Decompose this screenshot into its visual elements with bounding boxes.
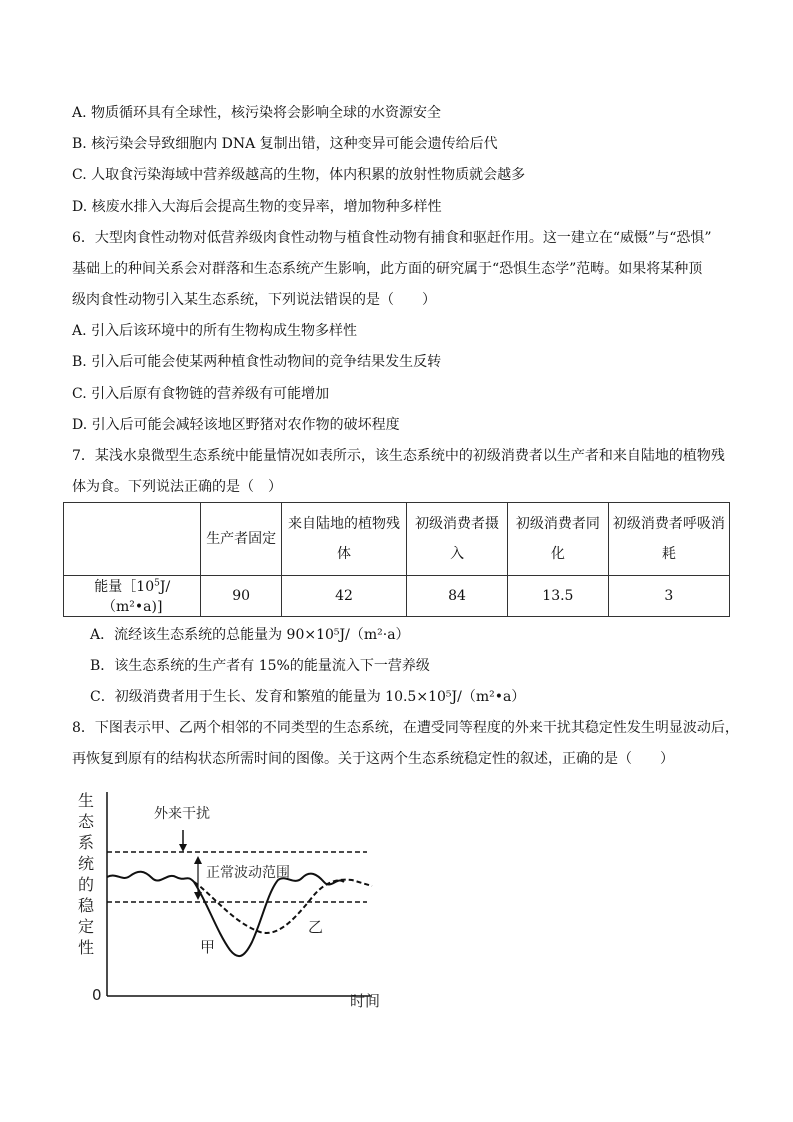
q5-option-d: D. 核废水排入大海后会提高生物的变异率，增加物种多样性 <box>72 199 442 215</box>
q7-option-a: A．流经该生态系统的总能量为 90×10⁵J/（m²·a） <box>90 627 410 643</box>
y-label-char: 定 <box>78 917 95 936</box>
energy-table <box>63 502 730 617</box>
q6-stem-line-1: 6．大型肉食性动物对低营养级肉食性动物与植食性动物有捕食和驱赶作用。这一建立在“威慑”与“恐惧” <box>72 230 712 246</box>
q7-option-b: B．该生态系统的生产者有 15%的能量流入下一营养级 <box>90 658 430 674</box>
table-row-label: 能量$[10^5J/(m^2•a)$] <box>64 576 201 617</box>
table-cell: 3 <box>608 576 729 617</box>
y-label-char: 的 <box>78 875 95 894</box>
table-header-cell: 初级消费者呼吸消耗 <box>608 503 729 576</box>
table-corner-cell <box>64 503 201 576</box>
q6-stem-line-3: 级肉食性动物引入某生态系统，下列说法错误的是（ ） <box>72 292 436 308</box>
y-label-char: 系 <box>78 833 95 852</box>
q6-stem-line-2: 基础上的种间关系会对群落和生态系统产生影响，此方面的研究属于“恐惧生态学”范畴。如果将某种顶 <box>72 261 703 277</box>
y-axis-label <box>78 791 95 957</box>
x-axis-label: 时间 <box>350 992 381 1010</box>
curve-jia-label: 甲 <box>200 938 216 956</box>
q5-option-a: A. 物质循环具有全球性，核污染将会影响全球的水资源安全 <box>72 105 442 121</box>
range-label: 正常波动范围 <box>206 865 290 881</box>
table-header-cell: 来自陆地的植物残体 <box>281 503 406 576</box>
curve-yi-label: 乙 <box>308 918 324 936</box>
curve-yi <box>194 880 372 933</box>
table-cell: 13.5 <box>507 576 608 617</box>
table-header-cell: 初级消费者摄入 <box>407 503 508 576</box>
table-cell: 90 <box>201 576 281 617</box>
q7-stem-line-2: 体为食。下列说法正确的是（ ） <box>72 479 282 495</box>
q7-stem-line-1: 7．某浅水泉微型生态系统中能量情况如表所示，该生态系统中的初级消费者以生产者和来自陆地的植物残 <box>72 448 725 464</box>
normal-curve <box>107 872 194 882</box>
q5-option-b: B. 核污染会导致细胞内 DNA 复制出错，这种变异可能会遗传给后代 <box>72 136 498 152</box>
stability-figure <box>72 782 412 1012</box>
q6-option-c: C. 引入后原有食物链的营养级有可能增加 <box>72 386 330 402</box>
q7-option-c: C．初级消费者用于生长、发育和繁殖的能量为 10.5×10⁵J/（m²•a） <box>90 689 526 705</box>
table-row <box>64 576 730 617</box>
q6-option-b: B. 引入后可能会使某两种植食性动物间的竞争结果发生反转 <box>72 354 442 370</box>
origin-label: 0 <box>92 986 102 1004</box>
q6-option-d: D. 引入后可能会减轻该地区野猪对农作物的破坏程度 <box>72 417 400 433</box>
table-header-cell: 生产者固定 <box>201 503 281 576</box>
table-header-row <box>64 503 730 576</box>
q8-stem-line-2: 再恢复到原有的结构状态所需时间的图像。关于这两个生态系统稳定性的叙述，正确的是（ ） <box>72 751 674 767</box>
arrow-head <box>179 844 187 852</box>
y-label-char: 生 <box>78 791 95 810</box>
curve-jia <box>194 874 344 956</box>
y-label-char: 态 <box>78 812 95 831</box>
y-label-char: 统 <box>78 854 95 873</box>
table-header-cell: 初级消费者同化 <box>507 503 608 576</box>
table-cell: 42 <box>281 576 406 617</box>
q8-stem-line-1: 8．下图表示甲、乙两个相邻的不同类型的生态系统，在遭受同等程度的外来干扰其稳定性发生明显波动后， <box>72 720 739 736</box>
y-label-char: 性 <box>78 938 95 957</box>
q6-option-a: A. 引入后该环境中的所有生物构成生物多样性 <box>72 323 358 339</box>
arrow-head <box>194 856 202 864</box>
y-label-char: 稳 <box>78 896 95 915</box>
disturbance-label: 外来干扰 <box>154 806 210 822</box>
table-cell: 84 <box>407 576 508 617</box>
q5-option-c: C. 人取食污染海域中营养级越高的生物，体内积累的放射性物质就会越多 <box>72 167 526 183</box>
